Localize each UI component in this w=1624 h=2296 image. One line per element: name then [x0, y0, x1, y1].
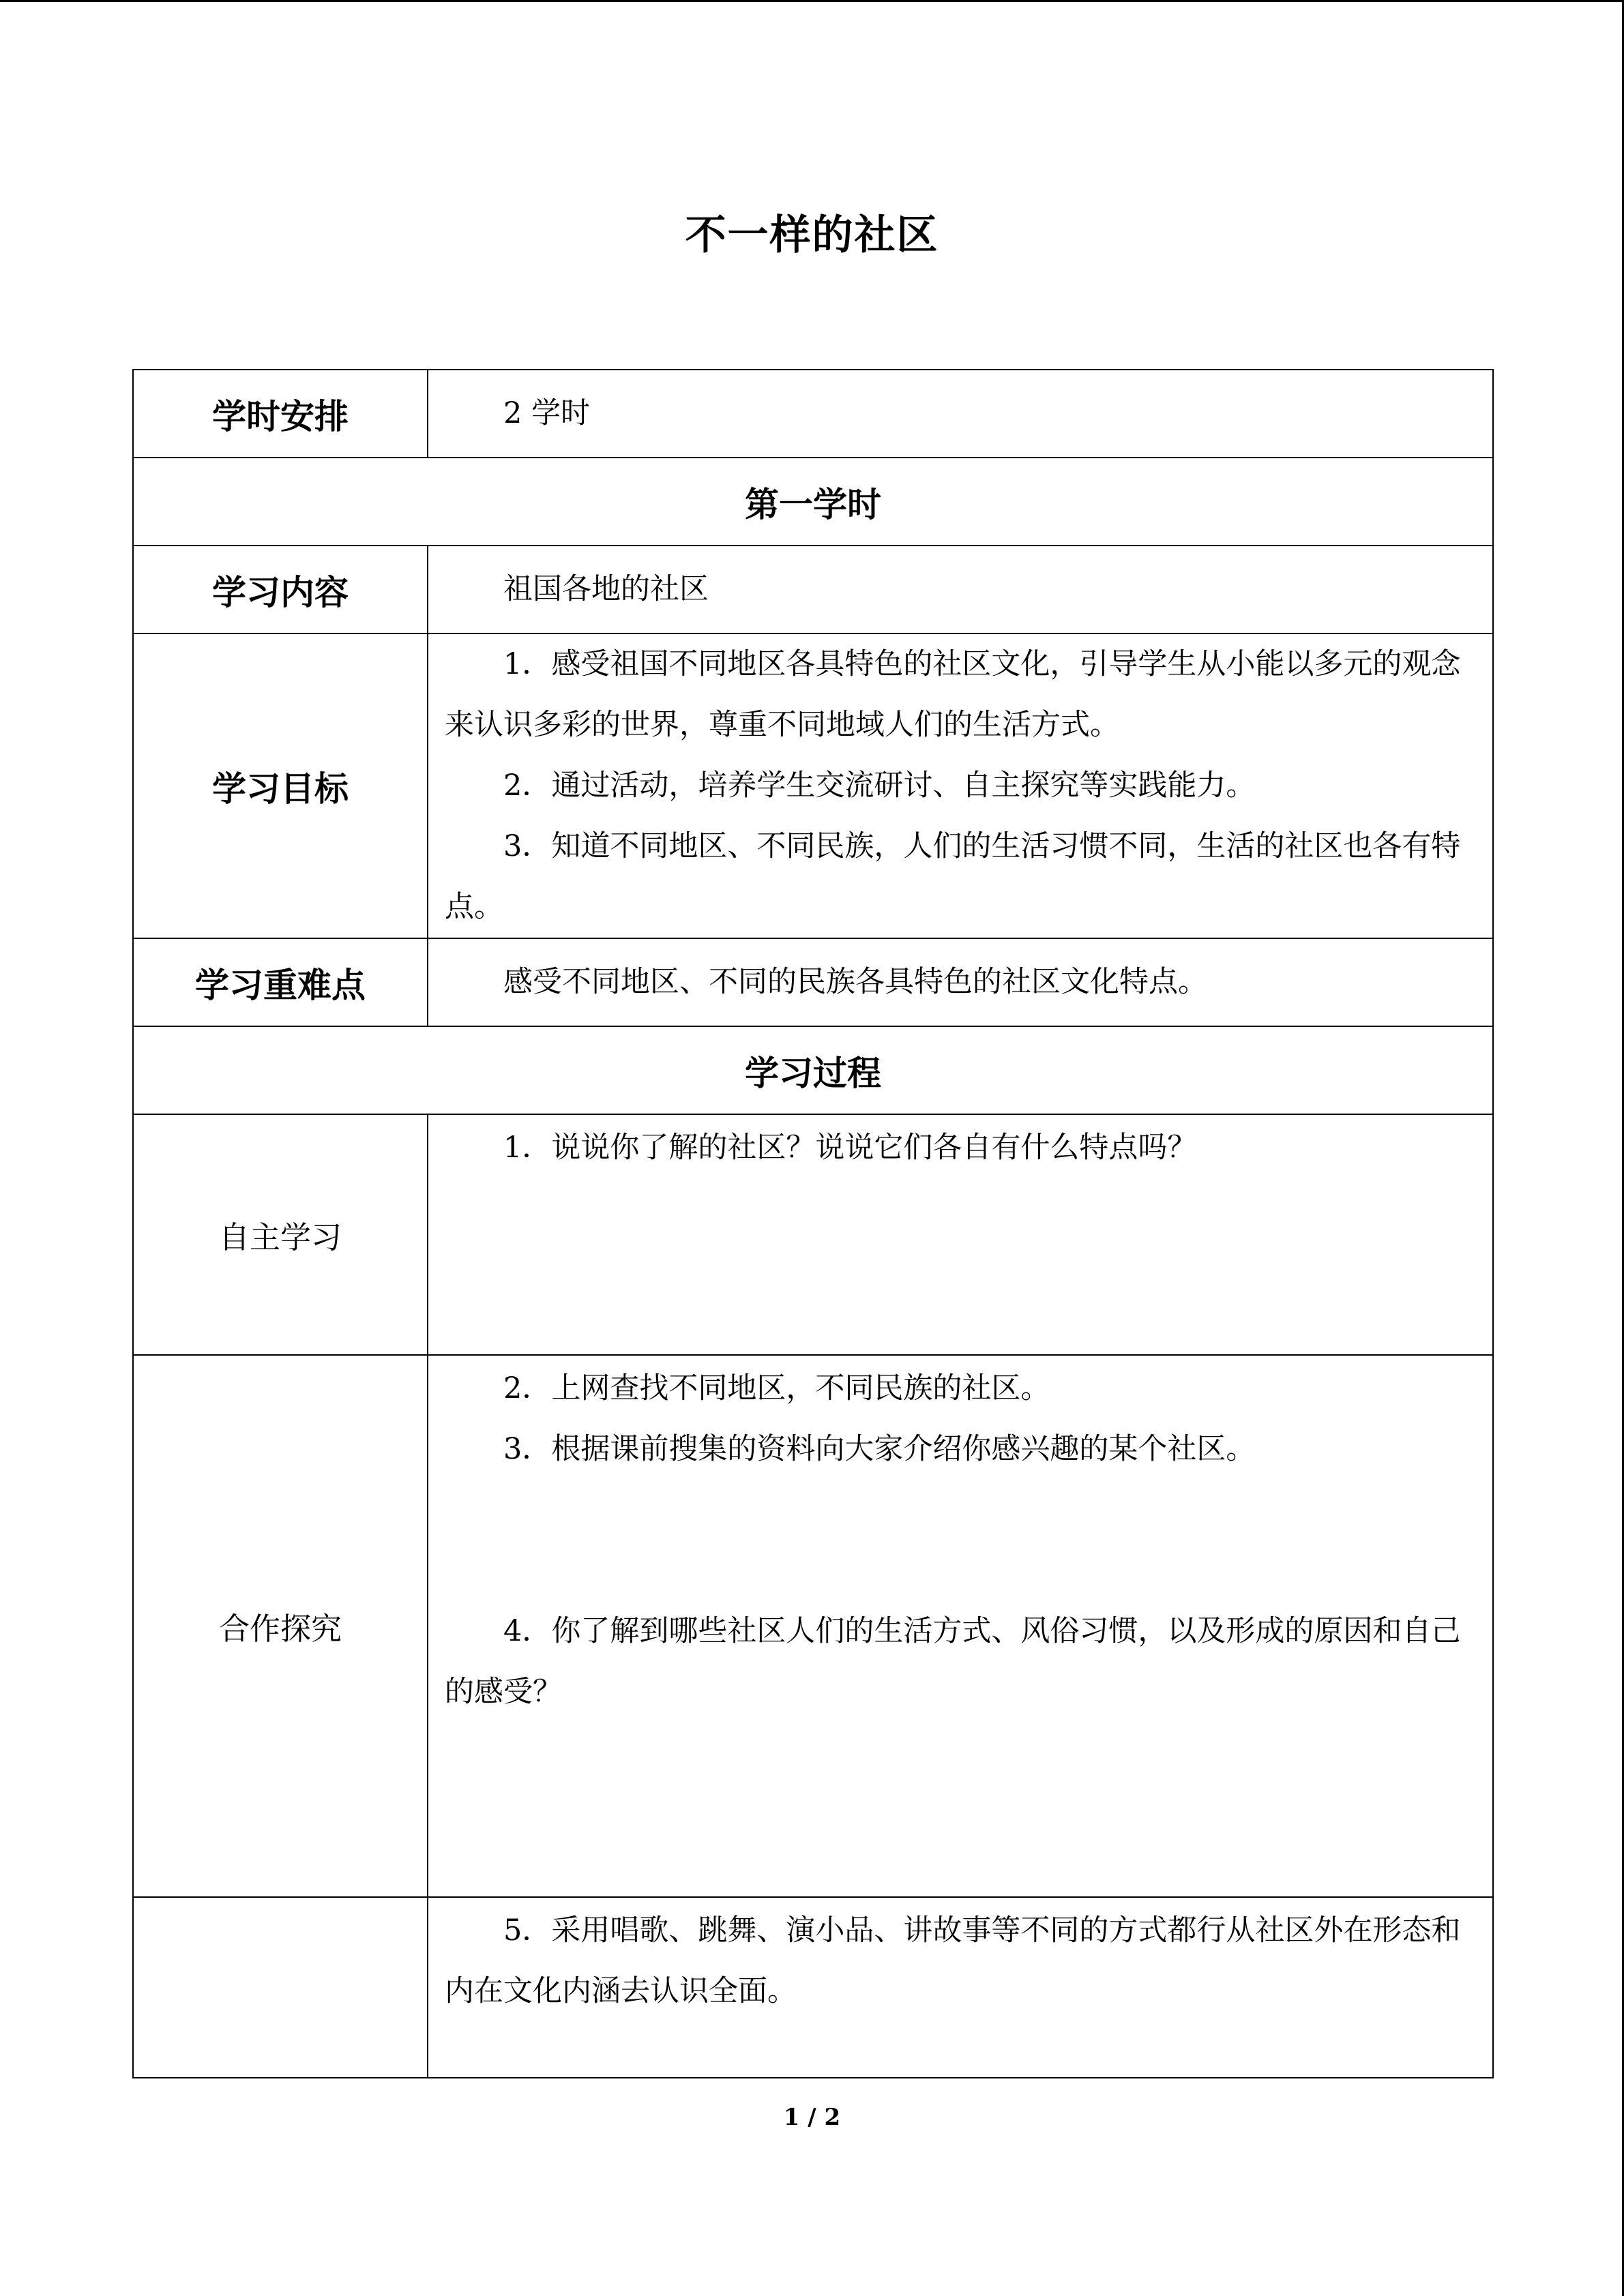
extension-label	[133, 1897, 428, 2078]
objective-item: 1．感受祖国不同地区各具特色的社区文化，引导学生从小能以多元的观念来认识多彩的世界，尊重不同地域人们的生活方式。	[445, 647, 1461, 742]
cooperation-item: 3．根据课前搜集的资料向大家介绍你感兴趣的某个社区。	[503, 1432, 1256, 1466]
objectives-row	[133, 633, 1493, 938]
key-points-row	[133, 938, 1493, 1026]
cooperation-item: 4．你了解到哪些社区人们的生活方式、风俗习惯，以及形成的原因和自己的感受？	[445, 1614, 1461, 1709]
self-study-label: 自主学习	[133, 1114, 428, 1355]
cooperation-label: 合作探究	[133, 1355, 428, 1897]
objectives-label: 学习目标	[133, 633, 428, 938]
objective-item: 3．知道不同地区、不同民族，人们的生活习惯不同，生活的社区也各有特点。	[445, 829, 1461, 924]
cooperation-row	[133, 1355, 1493, 1897]
page-border-top	[0, 0, 1624, 2]
schedule-value: 2 学时	[428, 370, 1493, 458]
self-study-list	[428, 1114, 1493, 1355]
page-number: 1 / 2	[783, 2104, 841, 2131]
key-points-label: 学习重难点	[133, 938, 428, 1026]
extension-list	[428, 1897, 1493, 2078]
content-value: 祖国各地的社区	[428, 546, 1493, 633]
self-study-item: 1．说说你了解的社区？说说它们各自有什么特点吗？	[503, 1131, 1197, 1165]
first-session-heading: 第一学时	[133, 458, 1493, 546]
extension-item: 5．采用唱歌、跳舞、演小品、讲故事等不同的方式都行从社区外在形态和内在文化内涵去认识全面。	[445, 1913, 1461, 2008]
lesson-plan-table	[132, 369, 1494, 2078]
answer-space	[445, 1480, 1475, 1540]
cooperation-list	[428, 1355, 1493, 1897]
content-row	[133, 546, 1493, 633]
key-points-value: 感受不同地区、不同的民族各具特色的社区文化特点。	[428, 938, 1493, 1026]
extension-row	[133, 1897, 1493, 2078]
self-study-row	[133, 1114, 1493, 1355]
objective-item: 2．通过活动，培养学生交流研讨、自主探究等实践能力。	[503, 769, 1256, 803]
schedule-row	[133, 370, 1493, 458]
schedule-label: 学时安排	[133, 370, 428, 458]
objectives-list	[428, 633, 1493, 938]
cooperation-item: 2．上网查找不同地区，不同民族的社区。	[503, 1371, 1050, 1405]
answer-space	[445, 1540, 1475, 1601]
page-title: 不一样的社区	[685, 211, 939, 259]
process-row	[133, 1026, 1493, 1114]
content-label: 学习内容	[133, 546, 428, 633]
first-session-row	[133, 458, 1493, 546]
process-heading: 学习过程	[133, 1026, 1493, 1114]
